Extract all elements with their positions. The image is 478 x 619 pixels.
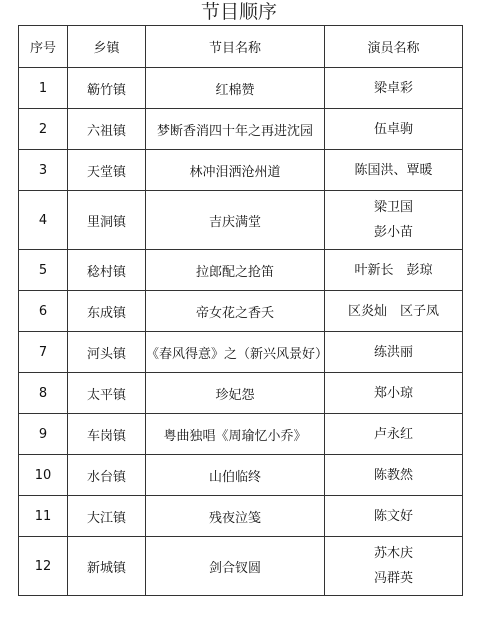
page-title: 节目顺序 [200, 1, 277, 23]
cell-town: 东成镇 [68, 291, 146, 332]
header-program: 节目名称 [146, 26, 325, 68]
cell-program: 梦断香消四十年之再进沈园 [146, 109, 325, 150]
performer-name: 练洪丽 [373, 344, 413, 360]
cell-performers [325, 291, 463, 332]
cell-town: 新城镇 [68, 537, 146, 596]
table-header-row [19, 26, 463, 68]
cell-no: 9 [19, 414, 68, 455]
table-row [19, 537, 463, 596]
cell-no: 10 [19, 455, 68, 496]
cell-no: 12 [19, 537, 68, 596]
table-row [19, 373, 463, 414]
table-row [19, 191, 463, 250]
table-row [19, 250, 463, 291]
table-row [19, 496, 463, 537]
cell-no: 3 [19, 150, 68, 191]
cell-town: 里洞镇 [68, 191, 146, 250]
cell-program: 林冲泪洒沧州道 [146, 150, 325, 191]
cell-town: 大江镇 [68, 496, 146, 537]
cell-program: 珍妃怨 [146, 373, 325, 414]
cell-no: 1 [19, 68, 68, 109]
cell-performers [325, 455, 463, 496]
cell-town: 簕竹镇 [68, 68, 146, 109]
cell-program: 剑合钗圆 [146, 537, 325, 596]
cell-performers [325, 250, 463, 291]
cell-no: 4 [19, 191, 68, 250]
cell-program: 粤曲独唱《周瑜忆小乔》 [146, 414, 325, 455]
performer-name: 陈教然 [373, 467, 413, 483]
cell-town: 天堂镇 [68, 150, 146, 191]
cell-program: 帝女花之香夭 [146, 291, 325, 332]
cell-performers [325, 537, 463, 596]
header-performers: 演员名称 [325, 26, 463, 68]
cell-town: 太平镇 [68, 373, 146, 414]
cell-no: 2 [19, 109, 68, 150]
cell-no: 6 [19, 291, 68, 332]
header-town: 乡镇 [68, 26, 146, 68]
performer-name: 伍卓驹 [373, 121, 413, 137]
cell-performers [325, 373, 463, 414]
cell-program: 山伯临终 [146, 455, 325, 496]
performer-name: 陈国洪、覃暖 [354, 162, 433, 178]
performer-name: 梁卫国 [373, 200, 413, 215]
cell-no: 7 [19, 332, 68, 373]
cell-performers [325, 191, 463, 250]
performer-name: 区炎灿 区子凤 [347, 303, 439, 319]
cell-town: 河头镇 [68, 332, 146, 373]
performer-name: 陈文好 [373, 508, 413, 524]
cell-town: 六祖镇 [68, 109, 146, 150]
table-row [19, 455, 463, 496]
cell-town: 水台镇 [68, 455, 146, 496]
cell-performers [325, 332, 463, 373]
table-row [19, 332, 463, 373]
cell-program: 拉郎配之抢笛 [146, 250, 325, 291]
performer-name: 彭小苗 [373, 225, 413, 240]
performer-name: 叶新长 彭琼 [354, 262, 433, 278]
table-row [19, 291, 463, 332]
performer-name: 冯群英 [373, 571, 413, 586]
cell-performers [325, 414, 463, 455]
cell-program: 吉庆满堂 [146, 191, 325, 250]
cell-town: 稔村镇 [68, 250, 146, 291]
performer-name: 郑小琼 [373, 385, 413, 401]
table-row [19, 150, 463, 191]
performer-name: 卢永红 [373, 426, 413, 442]
cell-performers [325, 496, 463, 537]
cell-no: 8 [19, 373, 68, 414]
table-row [19, 109, 463, 150]
cell-no: 11 [19, 496, 68, 537]
table-row [19, 68, 463, 109]
cell-no: 5 [19, 250, 68, 291]
program-table [18, 25, 463, 596]
cell-program: 《春风得意》之（新兴风景好） [146, 332, 325, 373]
cell-performers [325, 150, 463, 191]
cell-performers [325, 109, 463, 150]
performer-name: 梁卓彩 [373, 80, 413, 96]
cell-program: 残夜泣笺 [146, 496, 325, 537]
header-no: 序号 [19, 26, 68, 68]
performer-name: 苏木庆 [373, 546, 413, 561]
table-row [19, 414, 463, 455]
cell-performers [325, 68, 463, 109]
cell-town: 车岗镇 [68, 414, 146, 455]
cell-program: 红棉赞 [146, 68, 325, 109]
